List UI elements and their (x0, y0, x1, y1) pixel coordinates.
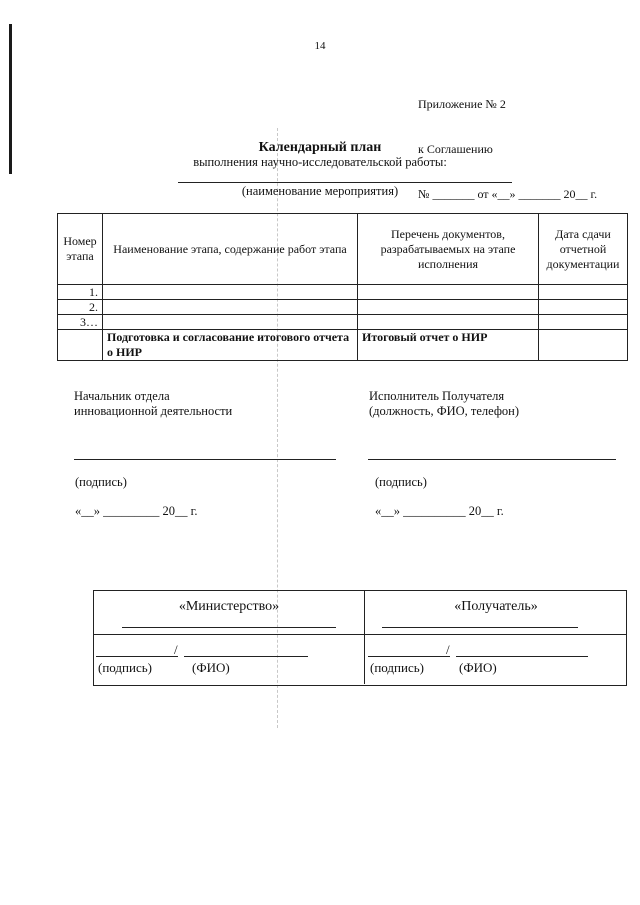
signature-left-line-1: Начальник отдела (74, 389, 170, 403)
ministry-fio-label: (ФИО) (192, 660, 230, 675)
calendar-plan-table (57, 213, 628, 361)
header-stage-number: Номер этапа (58, 214, 103, 285)
due-date-cell (539, 285, 628, 300)
due-date-cell (539, 315, 628, 330)
appendix-line-3: № _______ от «__» _______ 20__ г. (418, 187, 598, 201)
signature-right-sign-label: (подпись) (375, 475, 427, 489)
header-stage-name: Наименование этапа, содержание работ этапа (103, 214, 358, 285)
document-title: Календарный план (258, 140, 382, 155)
due-date-cell (539, 300, 628, 315)
title-caption: (наименование мероприятия) (241, 184, 399, 198)
appendix-line-1: Приложение № 2 (418, 97, 506, 111)
stage-name-cell (103, 315, 358, 330)
row-number: 3… (58, 315, 103, 330)
documents-cell (358, 315, 539, 330)
table-row (58, 315, 628, 330)
signature-right-title (369, 389, 519, 419)
signature-left-sign-label: (подпись) (75, 475, 127, 489)
ministry-fio-line (184, 656, 308, 657)
row-number (58, 330, 103, 361)
recipient-sign-label: (подпись) (370, 660, 424, 675)
approval-block-rule (93, 634, 626, 635)
recipient-title: «Получатель» (454, 599, 538, 614)
table-row (58, 285, 628, 300)
ministry-slash: / (174, 642, 178, 657)
ministry-sign-line (96, 656, 178, 657)
table-row (58, 300, 628, 315)
signature-left-title (74, 389, 232, 419)
final-documents: Итоговый отчет о НИР (358, 330, 539, 361)
ministry-title: «Министерство» (178, 599, 280, 614)
header-documents: Перечень документов, разрабатываемых на этапе исполнения (358, 214, 539, 285)
documents-cell (358, 285, 539, 300)
signature-left-line-2: инновационной деятельности (74, 404, 233, 418)
title-underline (178, 182, 512, 183)
row-number: 2. (58, 300, 103, 315)
signature-right-line-1: Исполнитель Получателя (369, 389, 505, 403)
signature-right-date: «__» __________ 20__ г. (375, 504, 504, 518)
documents-cell (358, 300, 539, 315)
table-header-row (58, 214, 628, 285)
row-number: 1. (58, 285, 103, 300)
page-number: 14 (314, 40, 326, 52)
ministry-sign-label: (подпись) (98, 660, 152, 675)
recipient-fio-label: (ФИО) (459, 660, 497, 675)
due-date-cell (539, 330, 628, 361)
recipient-name-line (382, 627, 578, 628)
recipient-fio-line (456, 656, 588, 657)
signature-left-line (74, 459, 336, 460)
header-due-date: Дата сдачи отчетной документации (539, 214, 628, 285)
signature-left-date: «__» _________ 20__ г. (75, 504, 198, 518)
appendix-line-2: к Соглашению (418, 142, 493, 156)
signature-right-line-2: (должность, ФИО, телефон) (369, 404, 520, 418)
signature-right-line (368, 459, 616, 460)
recipient-sign-line (368, 656, 450, 657)
recipient-slash: / (446, 642, 450, 657)
document-subtitle: выполнения научно-исследовательской работы: (193, 155, 447, 169)
stage-name-cell (103, 285, 358, 300)
final-report-row (58, 330, 628, 361)
ministry-name-line (122, 627, 336, 628)
stage-name-cell (103, 300, 358, 315)
final-stage-name: Подготовка и согласование итогового отчета о НИР (103, 330, 358, 361)
